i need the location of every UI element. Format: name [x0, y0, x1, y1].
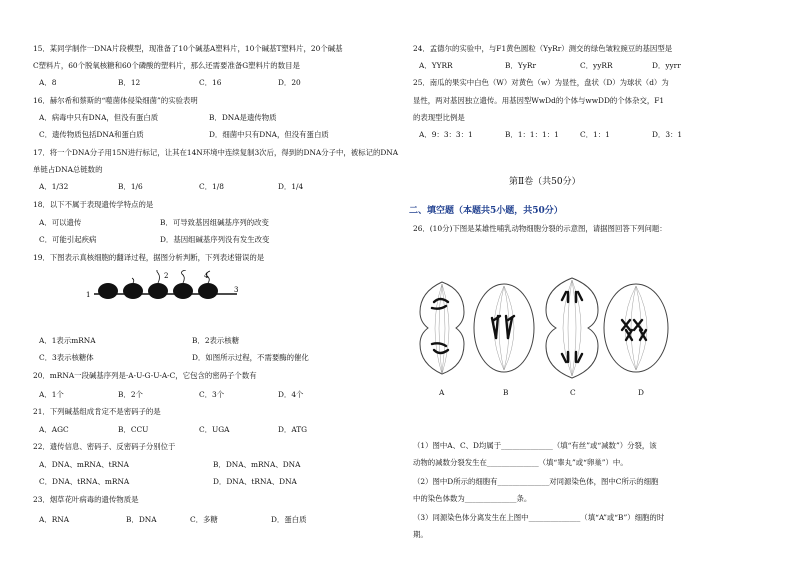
q21-option-a: A．AGC: [39, 425, 69, 434]
fig26-label-d: D: [638, 388, 644, 397]
q22-option-b: B．DNA、mRNA、DNA: [213, 460, 301, 469]
q21-option-d: D．ATG: [278, 425, 308, 434]
q18-stem: 18．以下不属于表现遗传学特点的是: [33, 200, 154, 209]
q15-line1: 15．某同学制作一DNA片段模型，现准备了10个碱基A塑料片，10个碱基T塑料片，20个碱基: [33, 44, 343, 53]
q20-stem: 20．mRNA一段碱基序列是·A-U-G-U-A-C，它包含的密码子个数有: [33, 371, 257, 380]
cell-division-figure: [412, 268, 684, 386]
q20-option-b: B．2个: [118, 390, 143, 399]
q26-part1-line1: （1）图中A、C、D均属于______________（填“有丝”或“减数”）分裂，该: [413, 441, 657, 450]
q16-stem: 16．赫尔希和蔡斯的“噬菌体侵染细菌”的实验表明: [33, 96, 198, 105]
q26-part1-line2: 动物的减数分裂发生在______________（填“睾丸”或“卵巢”）中。: [413, 458, 628, 467]
q20-option-d: D．4个: [278, 390, 304, 399]
q17-line2: 单链占DNA总链数的: [33, 165, 103, 174]
q19-option-c: C．3表示核糖体: [39, 353, 94, 362]
q24-option-c: C．yyRR: [580, 61, 613, 70]
q25-option-a: A．9：3：3：1: [419, 130, 473, 139]
fig-label-3: 3: [234, 286, 239, 294]
fig26-label-c: C: [570, 388, 576, 397]
q15-option-d: D．20: [278, 78, 301, 87]
q18-option-b: B．可导致基因组碱基序列的改变: [160, 218, 269, 227]
fig-label-1: 1: [86, 291, 91, 299]
q23-option-a: A．RNA: [39, 515, 70, 524]
q18-option-c: C．可能引起疾病: [39, 235, 97, 244]
q20-option-c: C．3个: [199, 390, 225, 399]
section-heading: 二、填空题（本题共5小题，共50分）: [409, 206, 563, 216]
q24-stem: 24．孟德尔的实验中，与F1黄色圆粒（YyRr）测交的绿色皱粒豌豆的基因型是: [413, 44, 673, 53]
q25-option-b: B．1：1：1：1: [505, 130, 559, 139]
q15-option-a: A．8: [39, 78, 57, 87]
q22-option-d: D．DNA、tRNA、DNA: [213, 477, 297, 486]
q24-option-d: D．yyrr: [652, 61, 681, 70]
part2-title: 第Ⅱ卷（共50分）: [509, 177, 581, 187]
q19-option-a: A．1表示mRNA: [39, 336, 96, 345]
q17-option-a: A．1/32: [39, 182, 69, 191]
q23-option-b: B．DNA: [126, 515, 157, 524]
q21-option-b: B．CCU: [118, 425, 149, 434]
q23-option-d: D．蛋白质: [271, 515, 307, 524]
q26-part3-line2: 期。: [413, 530, 428, 539]
q18-option-a: A．可以遗传: [39, 218, 82, 227]
q21-option-c: C．UGA: [199, 425, 230, 434]
q20-option-a: A．1个: [39, 390, 64, 399]
q17-line1: 17．将一个DNA分子用15N进行标记，让其在14N环境中连续复制3次后，得到的DNA分子中，被标记的DNA: [33, 148, 399, 157]
q16-option-b: B．DNA是遗传物质: [209, 113, 277, 122]
q26-part2-line2: 中的染色体数为______________条。: [413, 494, 532, 503]
q19-option-b: B．2表示核糖: [192, 336, 240, 345]
q22-option-c: C．DNA、tRNA、mRNA: [39, 477, 130, 486]
fig-label-4: 4: [204, 272, 209, 280]
q22-stem: 22．遗传信息、密码子、反密码子分别位于: [33, 442, 176, 451]
q25-line2: 显性，两对基因独立遗传。用基因型WwDd的个体与wwDD的个体杂交，F1: [413, 96, 665, 105]
q26-part3-line1: （3）同源染色体分离发生在上图中______________（填“A”或“B”）细胞的时: [413, 513, 665, 522]
fig26-label-b: B: [503, 388, 509, 397]
q22-option-a: A．DNA、mRNA、tRNA: [39, 460, 129, 469]
fig-label-2: 2: [164, 272, 169, 280]
q23-stem: 23．烟草花叶病毒的遗传物质是: [33, 495, 139, 504]
q15-line2: C塑料片，60个脱氧核糖和60个磷酸的塑料片，那么还需要准备G塑料片的数目是: [33, 61, 300, 70]
q15-option-c: C．16: [199, 78, 222, 87]
translation-diagram: [82, 270, 252, 310]
q16-option-c: C．遗传物质包括DNA和蛋白质: [39, 130, 144, 139]
q26-stem: 26．(10分)下图是某雄性哺乳动物细胞分裂的示意图，请据图回答下列问题：: [413, 224, 667, 233]
q16-option-a: A．病毒中只有DNA，但没有蛋白质: [39, 113, 159, 122]
q25-option-c: C．1：1: [580, 130, 610, 139]
q24-option-a: A．YYRR: [419, 61, 453, 70]
q26-part2-line1: （2）图中D所示的细胞有______________对同源染色体，图中C所示的细胞: [413, 477, 659, 486]
q23-option-c: C．多糖: [190, 515, 218, 524]
q21-stem: 21．下列碱基组成肯定不是密码子的是: [33, 407, 161, 416]
q18-option-d: D．基因组碱基序列没有发生改变: [160, 235, 270, 244]
q25-line1: 25．南瓜的果实中白色（W）对黄色（w）为显性，盘状（D）为球状（d）为: [413, 78, 669, 87]
q24-option-b: B．YyRr: [505, 61, 536, 70]
q17-option-c: C．1/8: [199, 182, 224, 191]
q17-option-d: D．1/4: [278, 182, 304, 191]
fig26-label-a: A: [439, 388, 445, 397]
q25-option-d: D．3：1: [652, 130, 683, 139]
q17-option-b: B．1/6: [118, 182, 143, 191]
q15-option-b: B．12: [118, 78, 141, 87]
q19-option-d: D．如图所示过程，不需要酶的催化: [192, 353, 309, 362]
q25-line3: 的表现型比例是: [413, 113, 465, 122]
q19-stem: 19．下图表示真核细胞的翻译过程，据图分析判断，下列表述错误的是: [33, 253, 265, 262]
q16-option-d: D．细菌中只有DNA，但没有蛋白质: [209, 130, 329, 139]
